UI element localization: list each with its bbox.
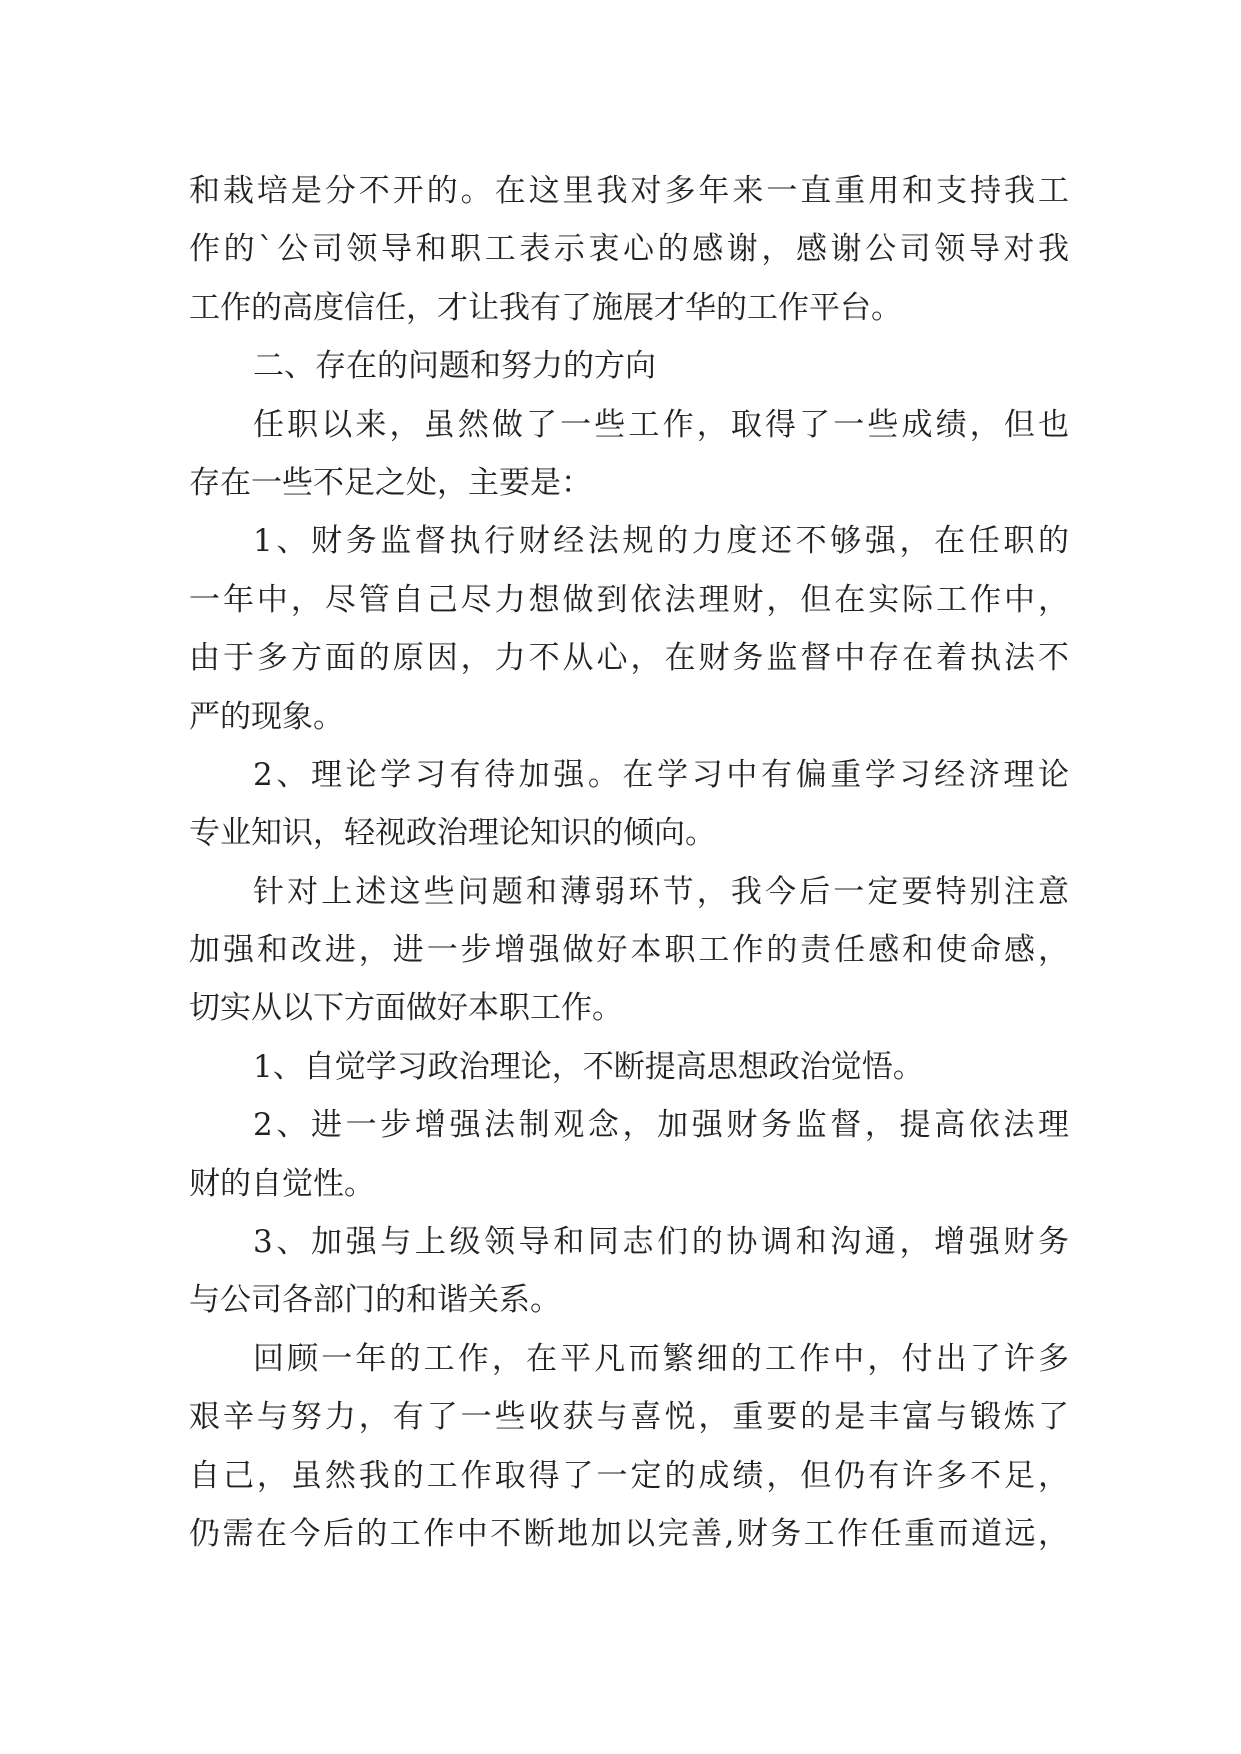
text-line: 3、加强与上级领导和同志们的协调和沟通，增强财务 [253,1224,1069,1261]
text-line: 艰辛与努力，有了一些收获与喜悦，重要的是丰富与锻炼了 [189,1399,1069,1436]
text-line: 任职以来，虽然做了一些工作，取得了一些成绩，但也 [253,406,1069,443]
text-line: 2、进一步增强法制观念，加强财务监督，提高依法理 [253,1107,1069,1144]
text-line: 回顾一年的工作，在平凡而繁细的工作中，付出了许多 [253,1340,1069,1377]
text-line: 财的自觉性。 [189,1165,375,1202]
text-line: 与公司各部门的和谐关系。 [189,1282,561,1319]
text-line: 针对上述这些问题和薄弱环节，我今后一定要特别注意 [253,873,1069,910]
text-line: 仍需在今后的工作中不断地加以完善,财务工作任重而道远， [189,1515,1069,1552]
text-line: 严的现象。 [189,698,344,735]
text-line: 自己，虽然我的工作取得了一定的成绩，但仍有许多不足， [189,1457,1069,1494]
text-line: 切实从以下方面做好本职工作。 [189,990,623,1027]
text-line: 专业知识，轻视政治理论知识的倾向。 [189,815,716,852]
text-line: 和栽培是分不开的。在这里我对多年来一直重用和支持我工 [189,173,1069,209]
text-line: 作的`公司领导和职工表示衷心的感谢，感谢公司领导对我 [189,231,1069,268]
text-line: 1、自觉学习政治理论，不断提高思想政治觉悟。 [253,1048,924,1085]
text-line: 存在一些不足之处，主要是： [189,464,592,501]
text-line: 一年中，尽管自己尽力想做到依法理财，但在实际工作中， [189,581,1069,618]
section-heading: 二、存在的问题和努力的方向 [253,348,656,385]
text-line: 工作的高度信任，才让我有了施展才华的工作平台。 [189,289,902,326]
text-line: 由于多方面的原因，力不从心，在财务监督中存在着执法不 [189,640,1069,677]
text-line: 1、财务监督执行财经法规的力度还不够强，在任职的 [253,523,1069,560]
document-body [189,162,1069,1563]
text-line: 2、理论学习有待加强。在学习中有偏重学习经济理论 [253,756,1069,793]
text-line: 加强和改进，进一步增强做好本职工作的责任感和使命感， [189,932,1069,969]
